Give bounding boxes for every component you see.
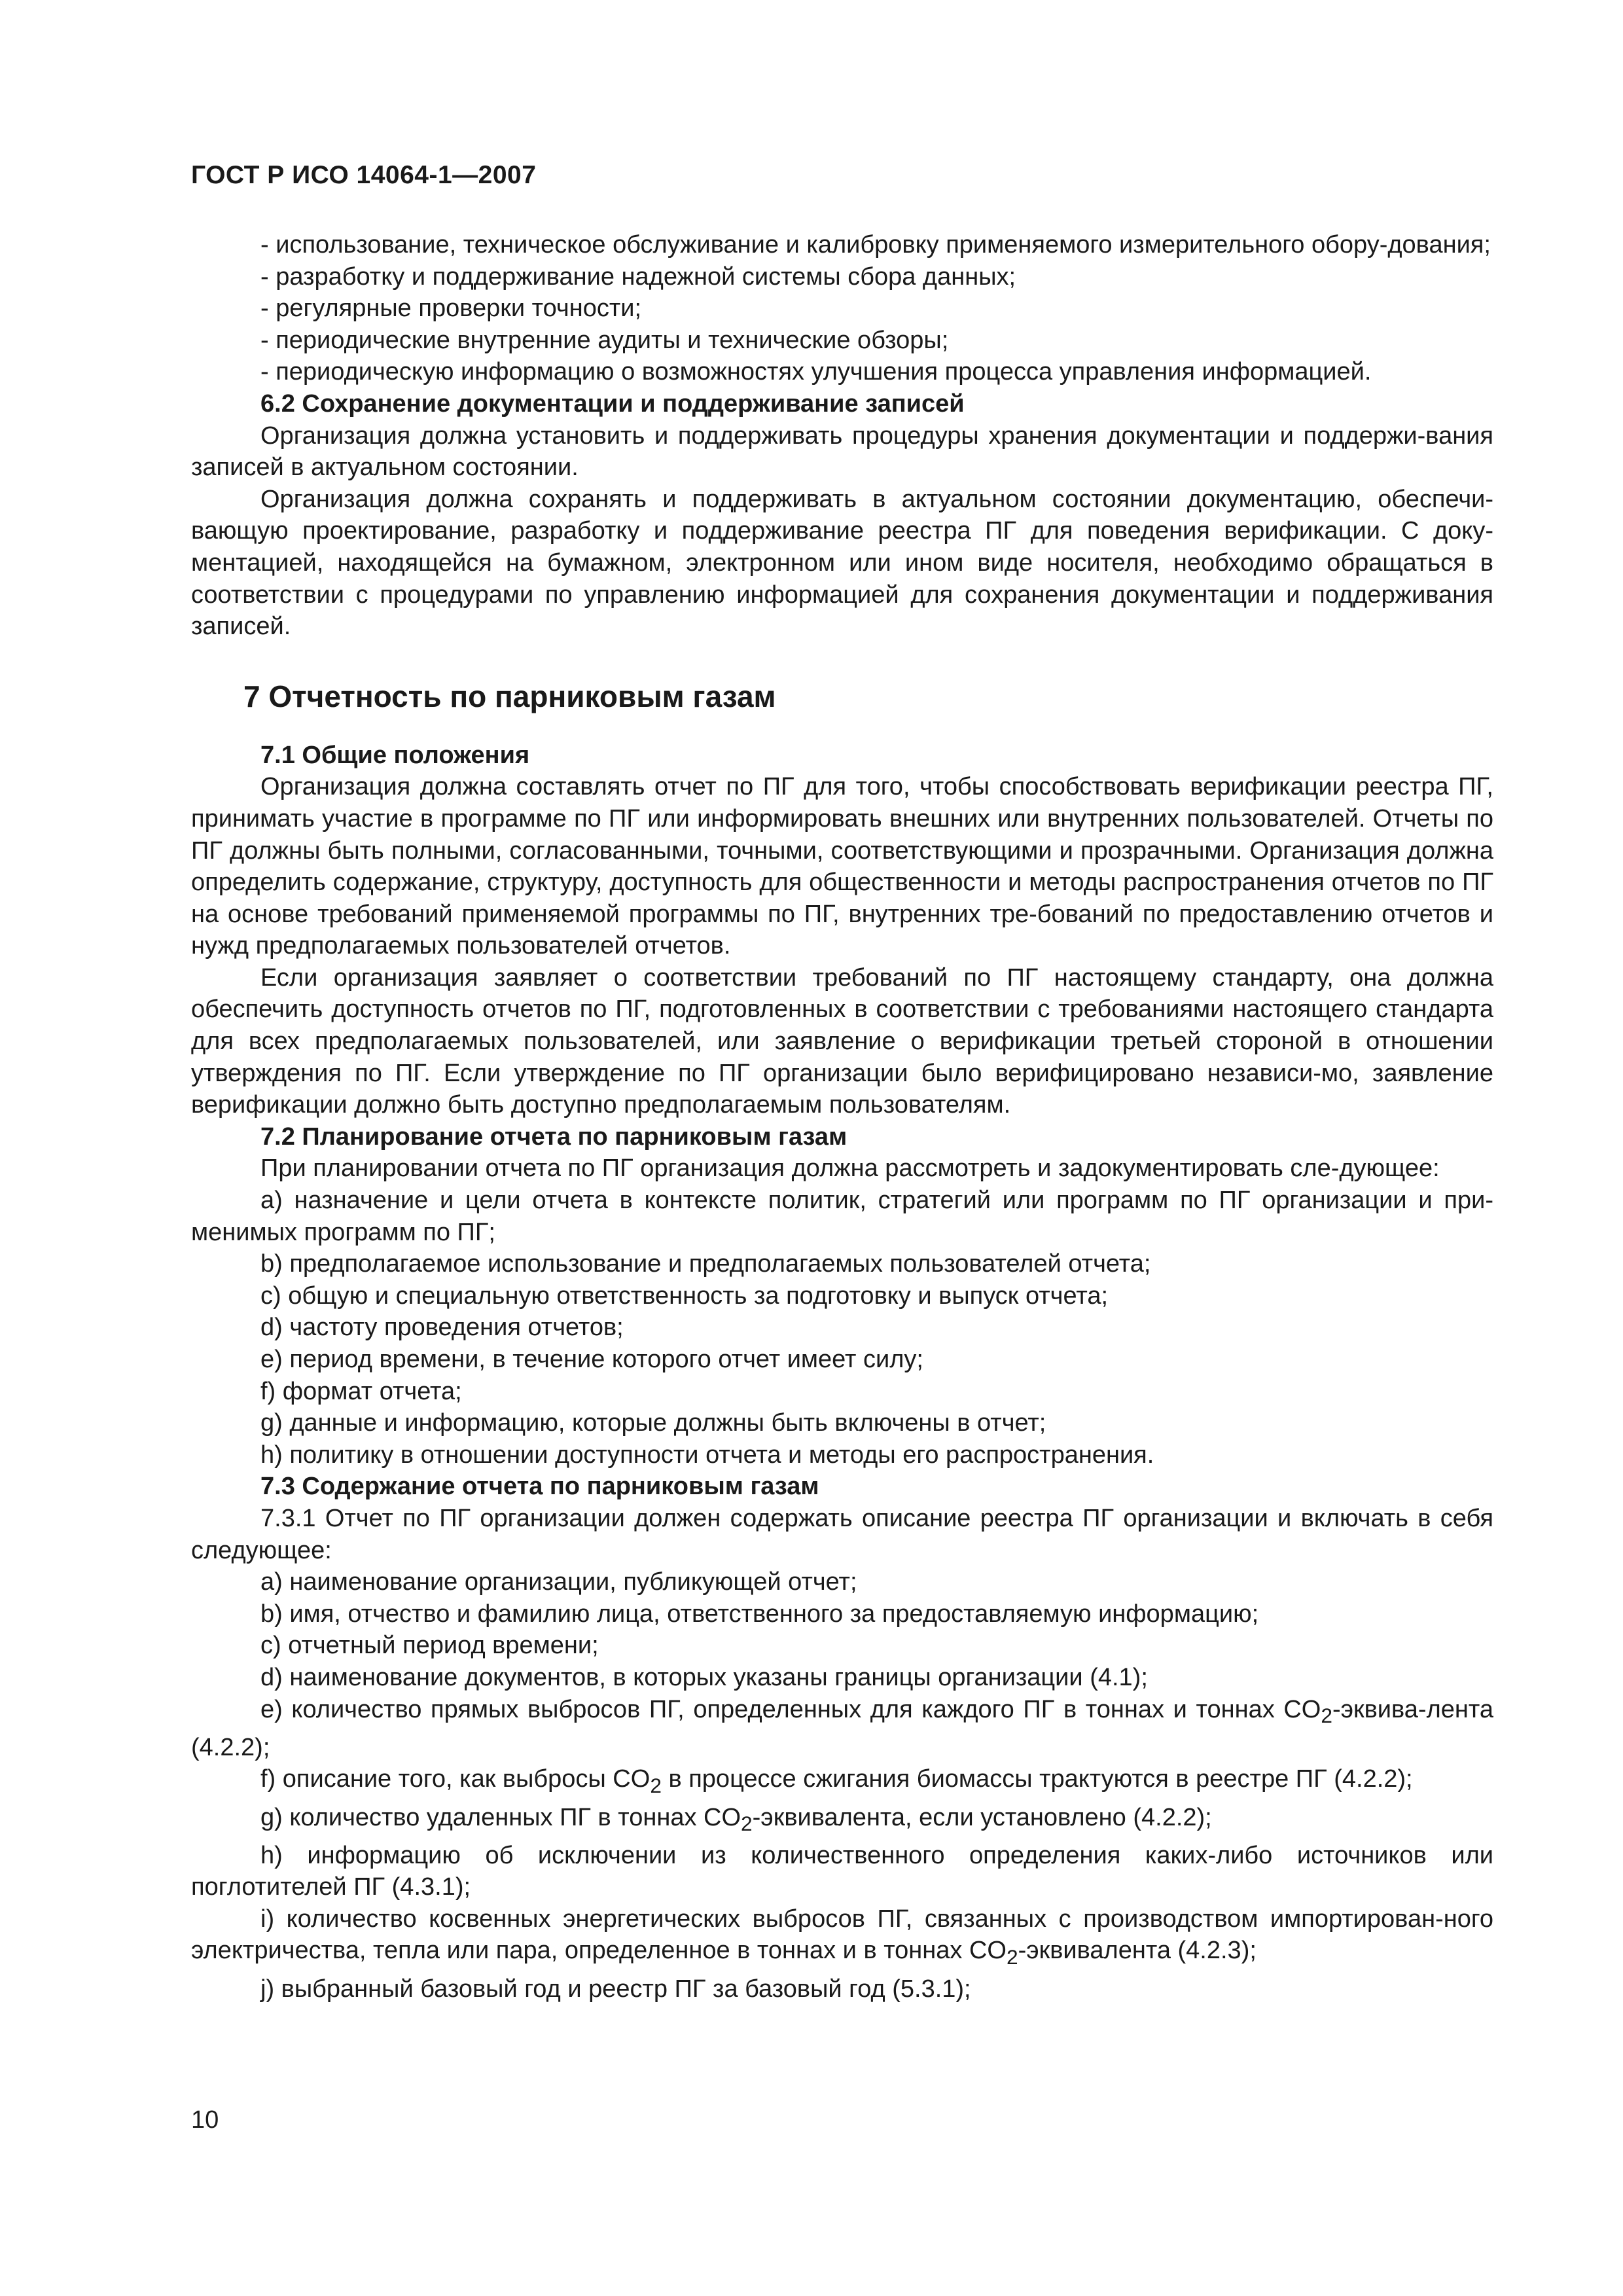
list-item: a) наименование организации, публикующей отчет;: [260, 1568, 857, 1596]
list-item: f) формат отчета;: [260, 1377, 462, 1405]
list-item: d) наименование документов, в которых указаны границы организации (4.1);: [260, 1663, 1148, 1691]
list-item: b) имя, отчество и фамилию лица, ответственного за предоставляемую информацию;: [260, 1600, 1259, 1628]
item-text: e) количество прямых выбросов ПГ, определенных для каждого ПГ в тоннах и тоннах CO: [260, 1695, 1321, 1723]
list-item: h) информацию об исключении из количественного определения каких-либо источников или поглотителей ПГ (4.3.1);: [191, 1841, 1493, 1901]
subsection-heading-7-1: 7.1 Общие положения: [260, 741, 530, 769]
subsection-heading-7-2: 7.2 Планирование отчета по парниковым газам: [260, 1122, 847, 1151]
paragraph: 7.3.1 Отчет по ПГ организации должен содержать описание реестра ПГ организации и включать в себя следующее:: [191, 1504, 1493, 1564]
paragraph: Организация должна составлять отчет по ПГ для того, чтобы способствовать верификации реестра ПГ, принимать участие в программе по ПГ или информировать внешних или внутренних пользователей. Отчеты по ПГ должны быть полными, согласованными, точными, соответствующими и прозрачными. Организация должна определить содержание, структуру, доступность для общественности и методы распространения отчетов по ПГ на основе требований применяемой программы по ПГ, внутренних тре-бований по предоставлению отчетов и нужд предполагаемых пользователей отчетов.: [191, 773, 1493, 960]
item-text: в процессе сжигания биомассы трактуются в реестре ПГ (4.2.2);: [661, 1765, 1413, 1793]
subscript: 2: [741, 1812, 753, 1836]
list-item: - регулярные проверки точности;: [260, 295, 642, 323]
list-item: [191, 1694, 1493, 1764]
list-item: c) отчетный период времени;: [260, 1632, 599, 1660]
list-item: g) данные и информацию, которые должны быть включены в отчет;: [260, 1409, 1046, 1437]
list-item: h) политику в отношении доступности отчета и методы его распространения.: [260, 1441, 1154, 1469]
item-text: f) описание того, как выбросы CO: [260, 1765, 651, 1793]
list-item: [191, 1903, 1493, 1973]
list-item: a) назначение и цели отчета в контексте политик, стратегий или программ по ПГ организации и при-менимых программ по ПГ;: [191, 1187, 1493, 1246]
subsection-heading-7-3: 7.3 Содержание отчета по парниковым газам: [260, 1473, 819, 1501]
list-item: - использование, техническое обслуживание и калибровку применяемого измерительного обору-дования;: [260, 231, 1491, 259]
paragraph: Организация должна сохранять и поддерживать в актуальном состоянии документацию, обеспечи-вающую проектирование, разработку и поддерживание реестра ПГ для поведения верификации. С доку-ментацией, находящейся на бумажном, электронном или ином виде носителя, необходимо обращаться в соответствии с процедурами по управлению информацией для сохранения документации и поддерживания записей.: [191, 485, 1493, 641]
subscript: 2: [650, 1773, 662, 1797]
list-item: c) общую и специальную ответственность за подготовку и выпуск отчета;: [260, 1282, 1109, 1310]
list-item: - разработку и поддерживание надежной системы сбора данных;: [260, 262, 1016, 291]
paragraph: При планировании отчета по ПГ организация должна рассмотреть и задокументировать сле-дующее:: [260, 1155, 1440, 1183]
list-item: - периодическую информацию о возможностях улучшения процесса управления информацией.: [260, 358, 1372, 386]
subscript: 2: [1321, 1704, 1332, 1728]
item-text: i) количество косвенных энергетических выбросов ПГ, связанных с производством импортирован-ного электричества, тепла или пара, определенное в тоннах и в тоннах CO: [191, 1905, 1493, 1965]
paragraph: Если организация заявляет о соответствии требований по ПГ настоящему стандарту, она должна обеспечить доступность отчетов по ПГ, подготовленных в соответствии с требованиями настоящего стандарта для всех предполагаемых пользователей, или заявление о верификации третьей стороной в отношении утверждения по ПГ. Если утверждение по ПГ организации было верифицировано независи-мо, заявление верификации должно быть доступно предполагаемым пользователям.: [191, 963, 1493, 1119]
item-text: -эквивалента (4.2.3);: [1018, 1937, 1257, 1965]
paragraph: Организация должна установить и поддерживать процедуры хранения документации и поддержи-вания записей в актуальном состоянии.: [191, 422, 1493, 482]
list-item: e) период времени, в течение которого отчет имеет силу;: [260, 1346, 923, 1373]
list-item: [191, 1763, 1493, 1801]
subsection-heading-6-2: 6.2 Сохранение документации и поддерживание записей: [260, 389, 965, 418]
section-heading-7: 7 Отчетность по парниковым газам: [243, 679, 776, 713]
document-body: [191, 229, 1493, 2005]
item-text: -эквива-лента (4.2.2);: [191, 1695, 1493, 1761]
subscript: 2: [1006, 1945, 1018, 1969]
item-text: g) количество удаленных ПГ в тоннах CO: [260, 1803, 741, 1831]
page-number: 10: [191, 2106, 219, 2134]
document-header: ГОСТ Р ИСО 14064-1—2007: [191, 161, 537, 189]
list-item: j) выбранный базовый год и реестр ПГ за базовый год (5.3.1);: [260, 1975, 971, 2003]
list-item: d) частоту проведения отчетов;: [260, 1314, 624, 1342]
item-text: -эквивалента, если установлено (4.2.2);: [752, 1803, 1212, 1831]
list-item: b) предполагаемое использование и предполагаемых пользователей отчета;: [260, 1250, 1151, 1278]
list-item: - периодические внутренние аудиты и технические обзоры;: [260, 326, 949, 354]
list-item: [191, 1802, 1493, 1840]
